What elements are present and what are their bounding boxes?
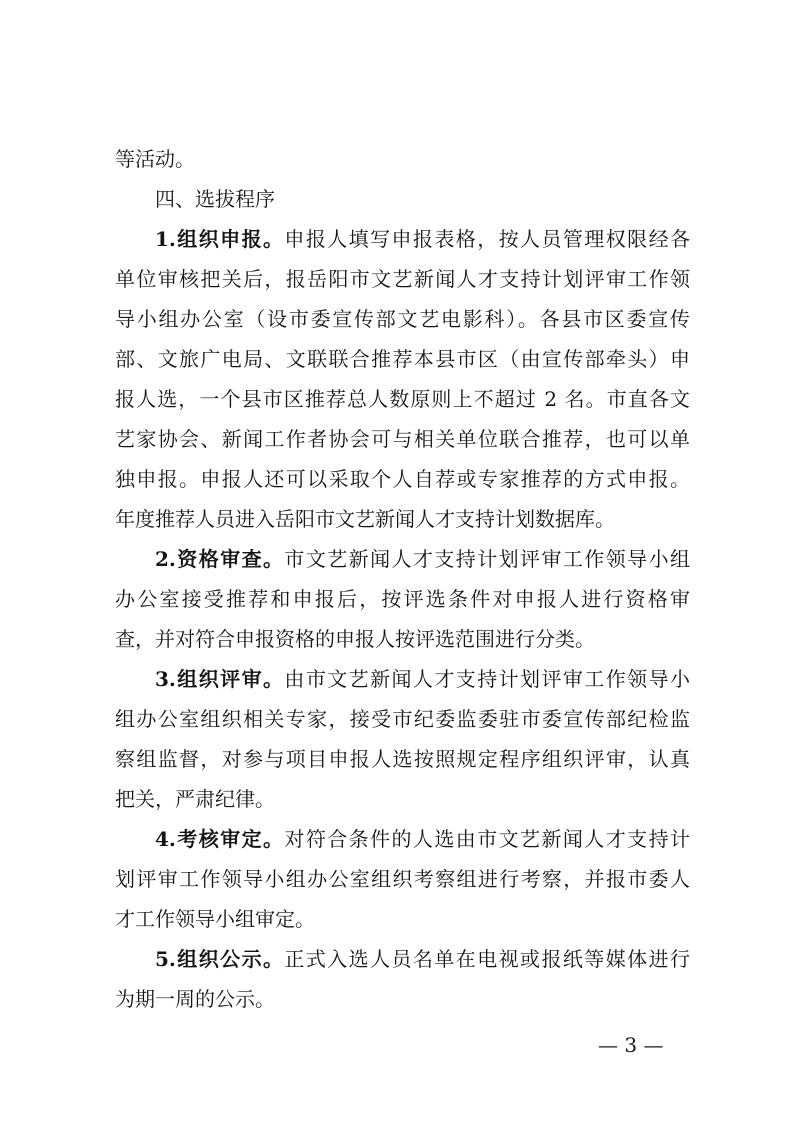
- line-text: 正式入选人员名单在电视或报纸等媒体进行: [284, 947, 690, 971]
- paragraph-line-end: [115, 987, 690, 1011]
- line-text: 年度推荐人员进入岳阳市文艺新闻人才支持计划数据库。: [115, 507, 615, 531]
- step-title: 1.组织申报。: [155, 227, 285, 251]
- step-title: 5.组织公示。: [155, 947, 285, 971]
- line-text: 组办公室组织相关专家，接受市纪委监委驻市委宣传部纪检监: [115, 707, 690, 731]
- paragraph-line: [115, 467, 690, 491]
- step-title: 2.资格审查。: [155, 547, 285, 571]
- paragraph-line: [115, 347, 690, 371]
- paragraph-line-end: [115, 787, 690, 811]
- line-text: 才工作领导小组审定。: [115, 907, 315, 931]
- step-title: 4.考核审定。: [155, 827, 285, 851]
- paragraph-line-step-3-start: [155, 667, 690, 691]
- paragraph-line-step-2-start: [155, 547, 690, 571]
- line-text: 查，并对符合申报资格的申报人按评选范围进行分类。: [115, 627, 595, 651]
- line-text: 察组监督，对参与项目申报人选按照规定程序组织评审，认真: [115, 747, 690, 771]
- line-text: 单位审核把关后，报岳阳市文艺新闻人才支持计划评审工作领: [115, 267, 690, 291]
- line-text: 报人选，一个县市区推荐总人数原则上不超过 2 名。市直各文: [115, 387, 690, 411]
- line-text: 部、文旅广电局、文联联合推荐本县市区（由宣传部牵头）申: [115, 347, 690, 371]
- line-text: 划评审工作领导小组办公室组织考察组进行考察，并报市委人: [115, 867, 690, 891]
- line-text: 艺家协会、新闻工作者协会可与相关单位联合推荐，也可以单: [115, 427, 690, 451]
- paragraph-line: [115, 707, 690, 731]
- paragraph-line-continuation: [115, 147, 690, 171]
- line-text: 导小组办公室（设市委宣传部文艺电影科）。各县市区委宣传: [115, 307, 690, 331]
- paragraph-line-step-5-start: [155, 947, 690, 971]
- paragraph-line: [115, 427, 690, 451]
- paragraph-line-step-4-start: [155, 827, 690, 851]
- step-title: 3.组织评审。: [155, 667, 285, 691]
- paragraph-line-end: [115, 907, 690, 931]
- paragraph-line-end: [115, 507, 690, 531]
- line-text: 对符合条件的人选由市文艺新闻人才支持计: [284, 827, 690, 851]
- paragraph-line: [115, 867, 690, 891]
- line-text: 为期一周的公示。: [115, 987, 275, 1011]
- paragraph-line-step-1-start: [155, 227, 690, 251]
- section-heading: [155, 187, 690, 211]
- line-text: 独申报。申报人还可以采取个人自荐或专家推荐的方式申报。: [115, 467, 690, 491]
- paragraph-line: [115, 307, 690, 331]
- paragraph-line: [115, 267, 690, 291]
- heading-text: 四、选拔程序: [155, 187, 275, 211]
- page-number: — 3 —: [598, 1033, 664, 1057]
- line-text: 申报人填写申报表格，按人员管理权限经各: [284, 227, 690, 251]
- line-text: 把关，严肃纪律。: [115, 787, 275, 811]
- line-text: 市文艺新闻人才支持计划评审工作领导小组: [284, 547, 690, 571]
- line-text: 由市文艺新闻人才支持计划评审工作领导小: [284, 667, 690, 691]
- paragraph-line: [115, 387, 690, 411]
- paragraph-line: [115, 587, 690, 611]
- line-text: 等活动。: [115, 147, 195, 171]
- paragraph-line: [115, 747, 690, 771]
- line-text: 办公室接受推荐和申报后，按评选条件对申报人进行资格审: [115, 587, 690, 611]
- paragraph-line-end: [115, 627, 690, 651]
